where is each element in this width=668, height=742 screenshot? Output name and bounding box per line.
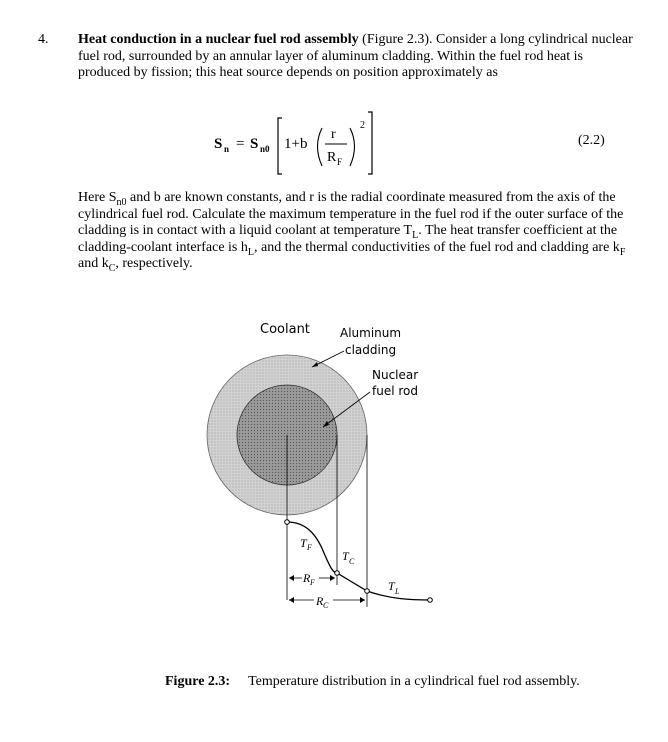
label-cladding: cladding bbox=[345, 343, 397, 357]
label-RF: R bbox=[303, 571, 311, 585]
eq-power: 2 bbox=[360, 120, 365, 131]
para2-sub-F: F bbox=[619, 246, 626, 258]
eq-lhs-sub: n bbox=[224, 144, 230, 154]
temperature-curve bbox=[287, 522, 430, 600]
label-TL: T bbox=[388, 579, 395, 593]
label-TF: T bbox=[300, 536, 307, 550]
figure-caption bbox=[165, 674, 580, 690]
problem-intro-text: (Figure 2.3). Consider a long cylindrical nuclear fuel rod, surrounded by an annular layer of aluminum cladding. Within the fuel rod heat is produced by fission; this heat source depends on position approximately as bbox=[78, 32, 633, 80]
figure-caption-label: Figure 2.3: bbox=[165, 674, 231, 689]
problem-title: Heat conduction in a nuclear fuel rod assembly bbox=[78, 32, 359, 47]
label-TC-sub: C bbox=[349, 557, 355, 566]
para2-text-c: . The heat transfer coefficient at the cladding-coolant interface is h bbox=[78, 223, 618, 255]
para2-text-d: , and the thermal conductivities of the fuel rod and cladding are k bbox=[253, 239, 620, 255]
figure-2-3 bbox=[190, 315, 460, 615]
para2-text-f: , respectively. bbox=[115, 256, 193, 271]
para2-sub-L2: L bbox=[247, 246, 254, 258]
eq-denominator-sub: F bbox=[337, 157, 343, 167]
eq-coef-sub: n0 bbox=[260, 144, 270, 154]
label-fuel-rod: fuel rod bbox=[372, 384, 418, 398]
para2-sub-n0: n0 bbox=[116, 196, 127, 208]
equation-2-2 bbox=[200, 108, 440, 178]
problem-intro bbox=[78, 32, 638, 82]
para2-text-e: and k bbox=[78, 256, 109, 271]
eq-one-plus-b: 1+b bbox=[284, 136, 308, 152]
eq-lhs: S bbox=[214, 136, 223, 152]
para2-sub-L1: L bbox=[412, 229, 419, 241]
para2-text-b: and b are known constants, and r is the radial coordinate measured from the axis of the cylindrical fuel rod. Calculate the maximum temperature in the fuel rod if the outer surface of the cladding is in contact with a liquid coolant at temperature T bbox=[78, 190, 624, 238]
label-TF-sub: F bbox=[307, 543, 312, 552]
label-aluminum: Aluminum bbox=[340, 326, 402, 340]
label-RC: R bbox=[316, 594, 324, 608]
label-RF-sub: F bbox=[310, 578, 315, 587]
eq-numerator: r bbox=[331, 127, 336, 142]
label-TL-sub: L bbox=[395, 587, 400, 596]
eq-coef: S bbox=[250, 136, 259, 152]
equation-number: (2.2) bbox=[578, 133, 605, 148]
para2-sub-C: C bbox=[108, 262, 116, 274]
eq-denominator: R bbox=[327, 150, 337, 165]
para2-text-a: Here S bbox=[78, 190, 117, 205]
problem-paragraph-2 bbox=[78, 190, 638, 273]
eq-equals: = bbox=[236, 136, 245, 152]
figure-caption-text: Temperature distribution in a cylindrical fuel rod assembly. bbox=[248, 674, 580, 689]
label-RC-sub: C bbox=[323, 601, 329, 610]
label-nuclear: Nuclear bbox=[372, 368, 419, 382]
problem-number: 4. bbox=[38, 32, 49, 47]
label-coolant: Coolant bbox=[260, 322, 310, 337]
label-TC: T bbox=[342, 549, 349, 563]
